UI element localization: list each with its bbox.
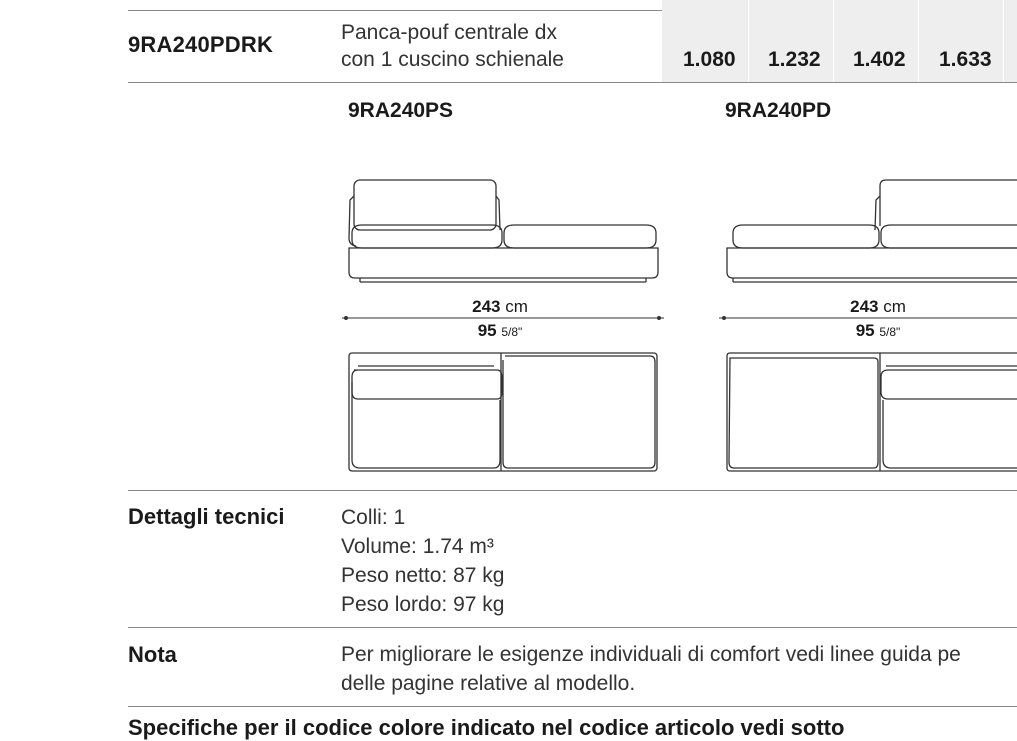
width-in-fraction: 5/8" (879, 325, 901, 339)
price-value: 1.402 (853, 48, 906, 71)
dimension-label-left-cm (400, 297, 600, 317)
detail-volume: Volume: 1.74 m³ (341, 535, 494, 558)
detail-peso-lordo: Peso lordo: 97 kg (341, 593, 505, 616)
variant-code-right: 9RA240PD (725, 99, 832, 122)
technical-details-list (341, 503, 504, 619)
width-cm-unit: cm (883, 297, 906, 316)
section-rule (128, 490, 1017, 491)
width-in-value: 95 (477, 321, 497, 340)
technical-details-label: Dettagli tecnici (128, 504, 285, 529)
front-view-left (349, 180, 658, 282)
variant-code-left: 9RA240PS (348, 99, 454, 122)
plan-view-right (727, 353, 1017, 471)
note-label: Nota (128, 642, 177, 667)
dimension-label-right-in (778, 321, 978, 341)
width-in-value: 95 (855, 321, 875, 340)
product-description-line2: con 1 cuscino schienale (341, 48, 564, 71)
dimension-label-left-in (400, 321, 600, 341)
price-value: 1.633 (939, 48, 992, 71)
note-body (341, 640, 1017, 698)
product-description-line1: Panca-pouf centrale dx (341, 21, 557, 44)
section-rule (128, 706, 1017, 707)
price-value: 1.232 (768, 48, 821, 71)
width-cm-value: 243 (850, 297, 879, 316)
detail-colli: Colli: 1 (341, 506, 406, 529)
dimension-label-right-cm (778, 297, 978, 317)
width-cm-unit: cm (505, 297, 528, 316)
section-rule (128, 627, 1017, 628)
note-line-1: Per migliorare le esigenze individuali di comfort vedi linee guida pe (341, 643, 961, 666)
product-code: 9RA240PDRK (128, 32, 274, 57)
plan-view-left (349, 353, 657, 471)
color-spec-heading: Specifiche per il codice colore indicato nel codice articolo vedi sotto (128, 715, 845, 740)
front-view-right (727, 180, 1017, 282)
price-value: 1.080 (683, 48, 736, 71)
width-cm-value: 243 (472, 297, 501, 316)
width-in-fraction: 5/8" (501, 325, 523, 339)
detail-peso-netto: Peso netto: 87 kg (341, 564, 505, 587)
note-line-2: delle pagine relative al modello. (341, 672, 636, 695)
